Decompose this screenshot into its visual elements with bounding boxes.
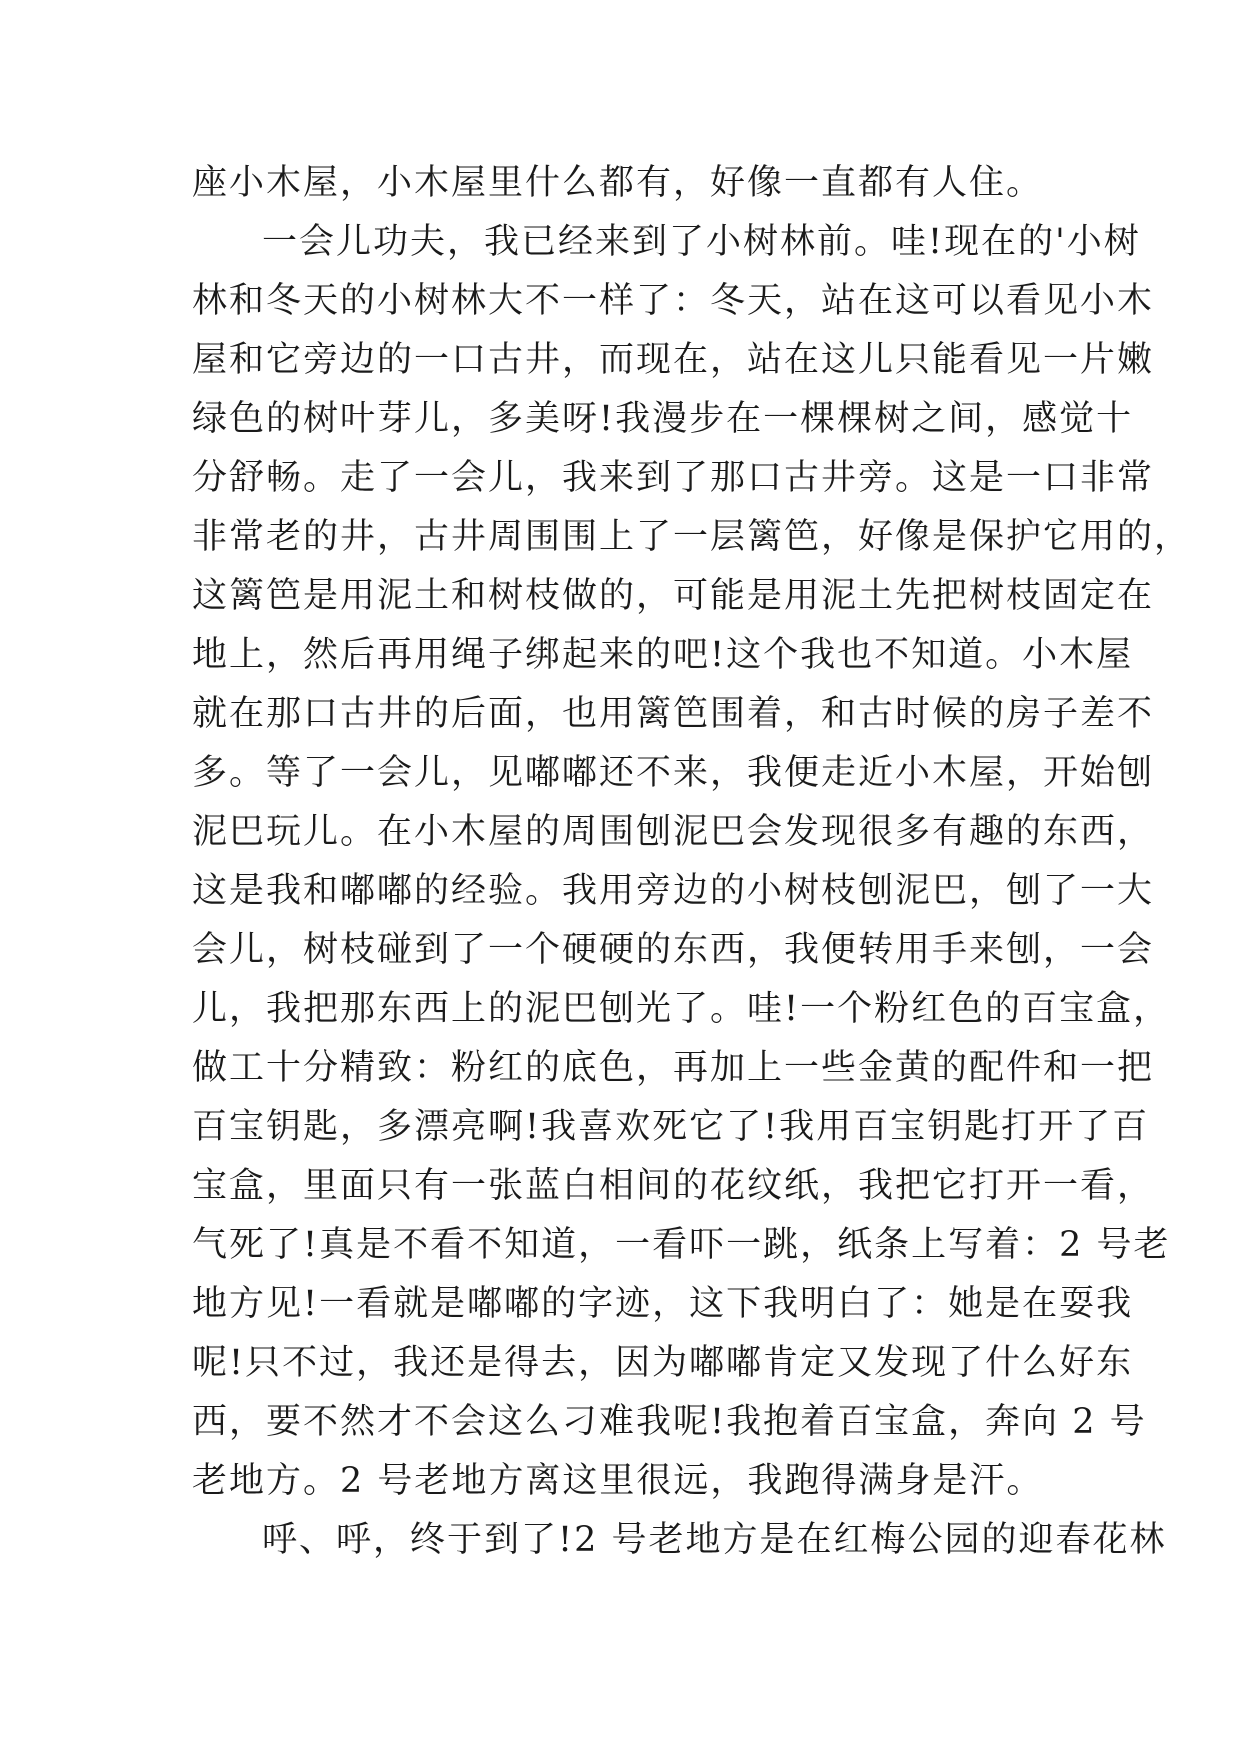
text-line: 地上，然后再用绳子绑起来的吧!这个我也不知道。小木屋	[192, 635, 1134, 675]
text-line: 宝盒，里面只有一张蓝白相间的花纹纸，我把它打开一看，	[192, 1166, 1155, 1206]
text-line: 多。等了一会儿，见嘟嘟还不来，我便走近小木屋，开始刨	[192, 753, 1155, 793]
text-line: 非常老的井，古井周围围上了一层篱笆，好像是保护它用的，	[192, 517, 1192, 557]
text-line: 一会儿功夫，我已经来到了小树林前。哇!现在的'小树	[262, 222, 1141, 262]
text-line: 屋和它旁边的一口古井，而现在，站在这儿只能看见一片嫩	[192, 340, 1155, 380]
text-line: 林和冬天的小树林大不一样了：冬天，站在这可以看见小木	[192, 281, 1155, 321]
text-line: 会儿，树枝碰到了一个硬硬的东西，我便转用手来刨，一会	[192, 930, 1155, 970]
text-line: 西，要不然才不会这么刁难我呢!我抱着百宝盒，奔向 2 号	[192, 1402, 1147, 1442]
text-line: 气死了!真是不看不知道，一看吓一跳，纸条上写着：2 号老	[192, 1225, 1171, 1265]
text-line: 百宝钥匙，多漂亮啊!我喜欢死它了!我用百宝钥匙打开了百	[192, 1107, 1150, 1147]
text-line: 地方见!一看就是嘟嘟的字迹，这下我明白了：她是在耍我	[192, 1284, 1134, 1324]
body-text	[192, 154, 1192, 1570]
text-line: 这是我和嘟嘟的经验。我用旁边的小树枝刨泥巴，刨了一大	[192, 871, 1155, 911]
text-line: 这篱笆是用泥土和树枝做的，可能是用泥土先把树枝固定在	[192, 576, 1155, 616]
text-line: 呼、呼，终于到了!2 号老地方是在红梅公园的迎春花林	[262, 1520, 1167, 1560]
text-line: 绿色的树叶芽儿，多美呀!我漫步在一棵棵树之间，感觉十	[192, 399, 1134, 439]
text-line: 座小木屋，小木屋里什么都有，好像一直都有人住。	[192, 163, 1044, 203]
text-line: 老地方。2 号老地方离这里很远，我跑得满身是汗。	[192, 1461, 1044, 1501]
text-line: 呢!只不过，我还是得去，因为嘟嘟肯定又发现了什么好东	[192, 1343, 1134, 1383]
text-line: 分舒畅。走了一会儿，我来到了那口古井旁。这是一口非常	[192, 458, 1155, 498]
text-line: 就在那口古井的后面，也用篱笆围着，和古时候的房子差不	[192, 694, 1155, 734]
text-line: 泥巴玩儿。在小木屋的周围刨泥巴会发现很多有趣的东西，	[192, 812, 1155, 852]
text-line: 儿，我把那东西上的泥巴刨光了。哇!一个粉红色的百宝盒，	[192, 989, 1171, 1029]
text-line: 做工十分精致：粉红的底色，再加上一些金黄的配件和一把	[192, 1048, 1155, 1088]
